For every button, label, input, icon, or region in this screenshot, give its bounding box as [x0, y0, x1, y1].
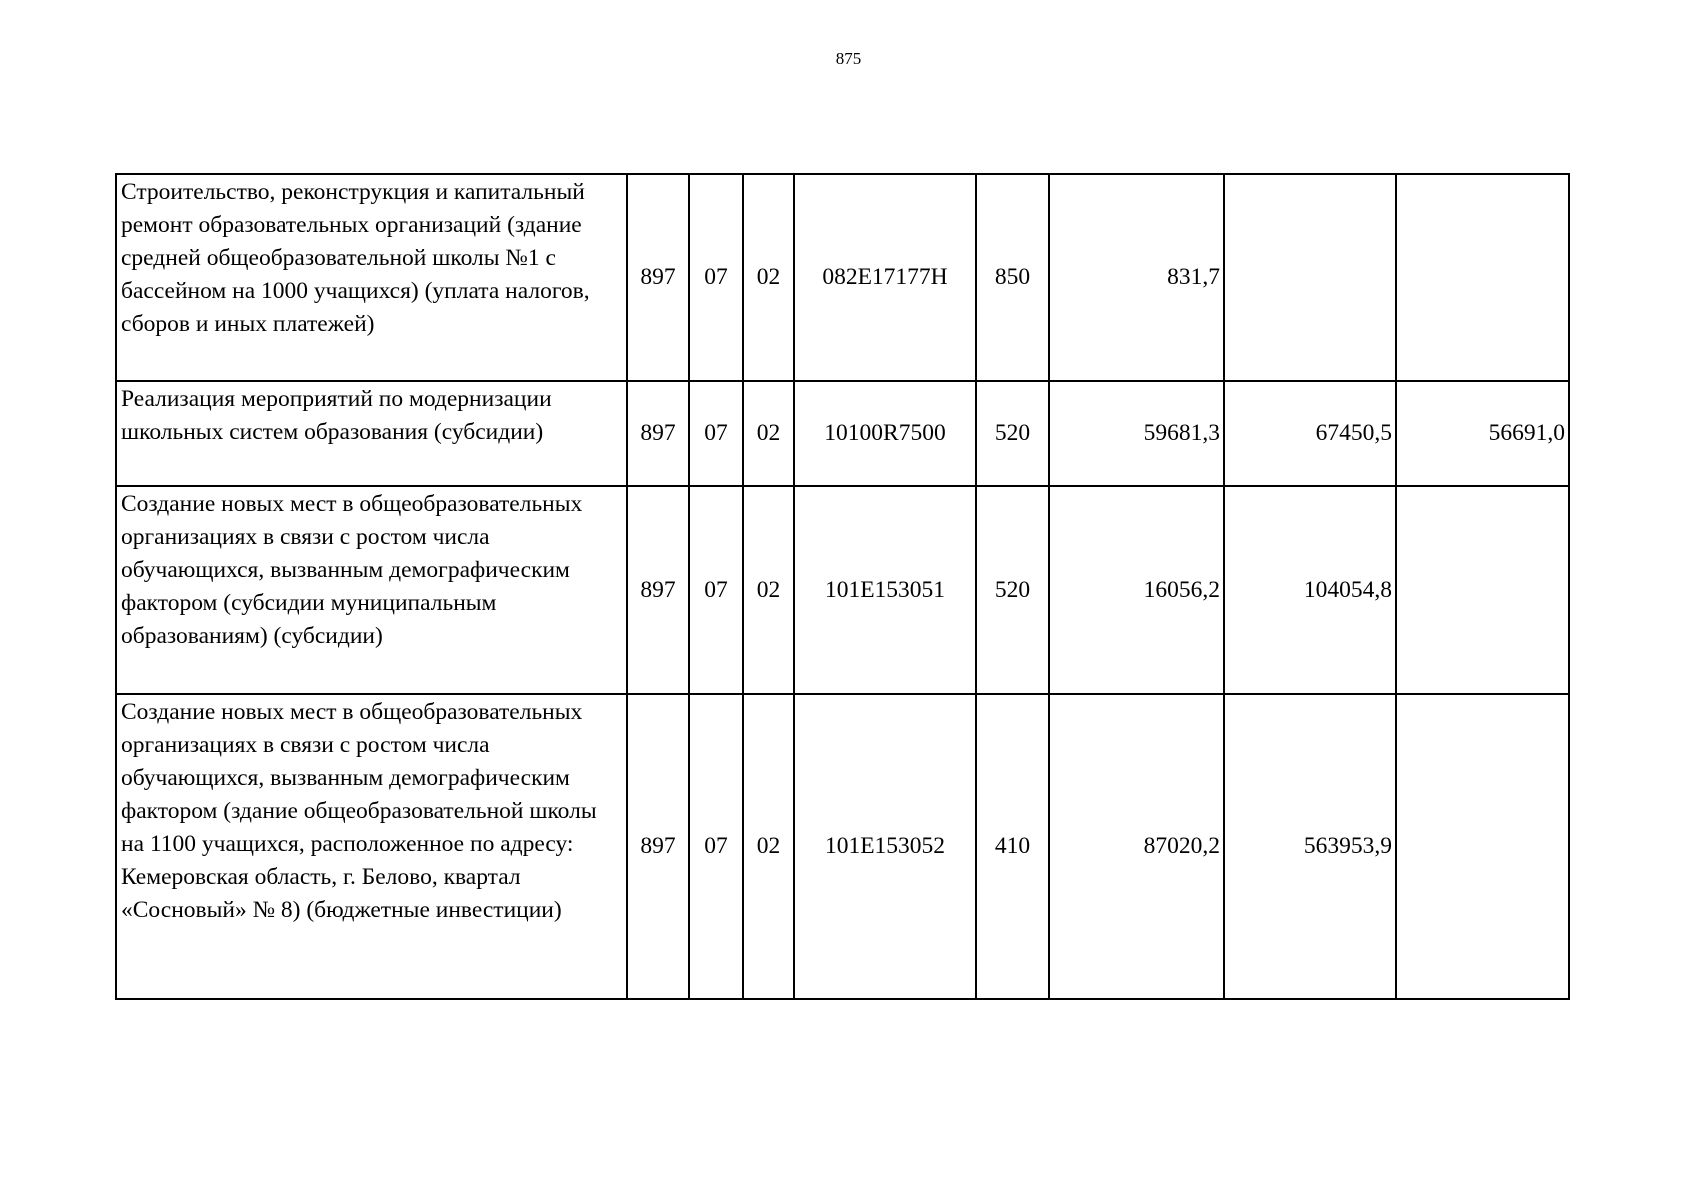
table-row	[116, 694, 1569, 999]
amount-year-3	[1396, 486, 1569, 694]
ministry-code: 897	[627, 381, 689, 486]
subsection-code: 02	[743, 694, 794, 999]
ministry-code: 897	[627, 694, 689, 999]
target-article-code: 082E17177Н	[794, 174, 976, 381]
row-description: Создание новых мест в общеобразовательных организациях в связи с ростом числа обучающихся, вызванным демографическим фактором (здание общеобразовательной школы на 1100 учащихся, расположенное по адресу: Кемеровская область, г. Белово, квартал «Сосновый» № 8) (бюджетные инвестиции)	[116, 694, 627, 999]
expense-type-code: 410	[976, 694, 1049, 999]
amount-year-1: 16056,2	[1049, 486, 1224, 694]
ministry-code: 897	[627, 486, 689, 694]
target-article-code: 101E153051	[794, 486, 976, 694]
table-row	[116, 486, 1569, 694]
row-description: Строительство, реконструкция и капитальный ремонт образовательных организаций (здание средней общеобразовательной школы №1 с бассейном на 1000 учащихся) (уплата налогов, сборов и иных платежей)	[116, 174, 627, 381]
subsection-code: 02	[743, 486, 794, 694]
table-row	[116, 174, 1569, 381]
amount-year-2: 563953,9	[1224, 694, 1396, 999]
section-code: 07	[689, 694, 743, 999]
amount-year-1: 59681,3	[1049, 381, 1224, 486]
budget-table	[115, 173, 1570, 1000]
amount-year-3: 56691,0	[1396, 381, 1569, 486]
section-code: 07	[689, 486, 743, 694]
amount-year-2: 67450,5	[1224, 381, 1396, 486]
subsection-code: 02	[743, 174, 794, 381]
section-code: 07	[689, 174, 743, 381]
amount-year-2	[1224, 174, 1396, 381]
target-article-code: 10100R7500	[794, 381, 976, 486]
expense-type-code: 850	[976, 174, 1049, 381]
row-description: Реализация мероприятий по модернизации школьных систем образования (субсидии)	[116, 381, 627, 486]
table-row	[116, 381, 1569, 486]
amount-year-2: 104054,8	[1224, 486, 1396, 694]
subsection-code: 02	[743, 381, 794, 486]
target-article-code: 101E153052	[794, 694, 976, 999]
row-description: Создание новых мест в общеобразовательных организациях в связи с ростом числа обучающихся, вызванным демографическим фактором (субсидии муниципальным образованиям) (субсидии)	[116, 486, 627, 694]
amount-year-3	[1396, 174, 1569, 381]
section-code: 07	[689, 381, 743, 486]
amount-year-3	[1396, 694, 1569, 999]
expense-type-code: 520	[976, 486, 1049, 694]
amount-year-1: 831,7	[1049, 174, 1224, 381]
expense-type-code: 520	[976, 381, 1049, 486]
amount-year-1: 87020,2	[1049, 694, 1224, 999]
ministry-code: 897	[627, 174, 689, 381]
page-number: 875	[835, 49, 862, 68]
